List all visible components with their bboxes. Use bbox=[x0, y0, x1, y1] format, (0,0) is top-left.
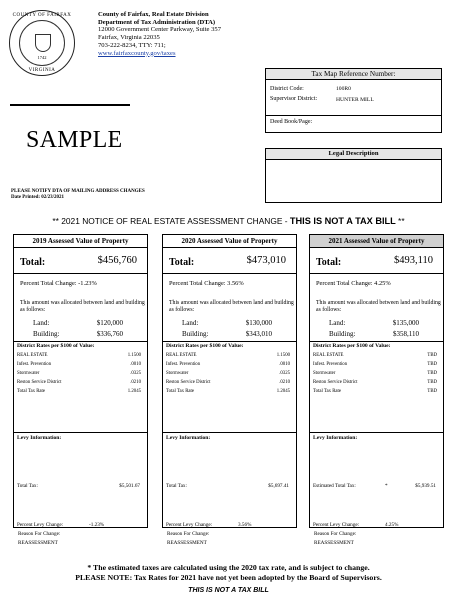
total-tax-value: $5,501.67 bbox=[119, 483, 140, 489]
notice-suffix: ** bbox=[395, 216, 405, 226]
total-divider bbox=[163, 273, 296, 274]
land-value: $135,000 bbox=[392, 319, 419, 327]
total-value: $473,010 bbox=[246, 255, 286, 266]
levy-header: Levy Information: bbox=[17, 435, 62, 441]
shield-icon bbox=[35, 34, 51, 52]
building-value: $336,760 bbox=[96, 330, 123, 338]
percent-total-change: Percent Total Change: 3.56% bbox=[169, 280, 244, 287]
rate-value: TBD bbox=[427, 371, 437, 376]
percent-total-change: Percent Total Change: -1.23% bbox=[20, 280, 97, 287]
rate-value: .0325 bbox=[130, 371, 141, 376]
reason-for-change-3 bbox=[314, 530, 356, 547]
website-link[interactable]: www.fairfaxcounty.gov/taxes bbox=[98, 49, 176, 57]
rates-header: District Rates per $100 of Value: bbox=[166, 343, 244, 349]
percent-total-change: Percent Total Change: 4.25% bbox=[316, 280, 391, 287]
building-label: Building: bbox=[182, 330, 209, 338]
tax-map-title: Tax Map Reference Number: bbox=[266, 69, 441, 80]
total-value: $493,110 bbox=[394, 255, 433, 266]
seal-year: 1742 bbox=[37, 55, 47, 60]
total-tax-label: Estimated Total Tax: bbox=[313, 483, 356, 489]
total-label: Total: bbox=[316, 257, 342, 268]
rate-value: .0210 bbox=[130, 380, 141, 385]
agency-address-block bbox=[98, 11, 221, 57]
deed-book-label: Deed Book/Page: bbox=[270, 119, 313, 125]
rate-name: REAL ESTATE bbox=[166, 353, 197, 358]
land-label: Land: bbox=[33, 319, 50, 327]
reason-value: REASSESSMENT bbox=[18, 539, 58, 546]
legal-description-title: Legal Description bbox=[266, 149, 441, 160]
rate-value: .0210 bbox=[279, 380, 290, 385]
land-label: Land: bbox=[329, 319, 346, 327]
notice-prefix: ** 2021 NOTICE OF REAL ESTATE ASSESSMENT CHANGE - bbox=[52, 216, 290, 226]
not-a-tax-bill-emphasis: THIS IS NOT A TAX BILL bbox=[289, 216, 396, 226]
address-underline bbox=[10, 104, 130, 106]
notify-address-changes: PLEASE NOTIFY DTA OF MAILING ADDRESS CHANGES bbox=[11, 189, 145, 194]
rate-value: 1.1500 bbox=[276, 353, 290, 358]
rate-name: Reston Service District bbox=[313, 380, 358, 385]
total-tax-label: Total Tax: bbox=[17, 483, 38, 489]
allocation-note: This amount was allocated between land and building as follows: bbox=[20, 300, 145, 313]
rate-name: Reston Service District bbox=[166, 380, 211, 385]
total-divider bbox=[310, 273, 443, 274]
levy-change-value: 4.25% bbox=[385, 522, 399, 528]
agency-name: County of Fairfax, Real Estate Division bbox=[98, 11, 209, 18]
rates-not-adopted-note: PLEASE NOTE: Tax Rates for 2021 have not yet been adopted by the Board of Supervisors. bbox=[75, 573, 382, 582]
rate-name: Infest. Prevention bbox=[17, 362, 52, 367]
rate-name: Total Tax Rate bbox=[17, 389, 46, 394]
reason-value: REASSESSMENT bbox=[167, 539, 207, 546]
district-code-value: 100R0 bbox=[336, 86, 351, 92]
assessment-column-1 bbox=[13, 234, 148, 528]
rate-value: .0325 bbox=[279, 371, 290, 376]
notify-block bbox=[11, 189, 145, 201]
supervisor-district-label: Supervisor District: bbox=[270, 96, 318, 102]
phone-number: 703-222-8234, TTY: 711; bbox=[98, 41, 166, 49]
rate-name: Stormwater bbox=[166, 371, 189, 376]
rate-value: 1.1500 bbox=[127, 353, 141, 358]
rate-value: .0010 bbox=[130, 362, 141, 367]
county-seal-logo bbox=[9, 10, 75, 76]
levy-change-label: Percent Levy Change: bbox=[17, 522, 64, 528]
not-tax-bill-footer: THIS IS NOT A TAX BILL bbox=[188, 587, 269, 594]
levy-header: Levy Information: bbox=[313, 435, 358, 441]
column-header: 2020 Assessed Value of Property bbox=[163, 235, 296, 248]
sample-watermark: SAMPLE bbox=[26, 127, 123, 153]
assessment-column-3 bbox=[309, 234, 444, 528]
rate-name: Infest. Prevention bbox=[166, 362, 201, 367]
rates-header: District Rates per $100 of Value: bbox=[313, 343, 391, 349]
column-header: 2021 Assessed Value of Property bbox=[310, 235, 443, 248]
seal-top-text: COUNTY OF FAIRFAX bbox=[12, 13, 72, 18]
total-divider bbox=[14, 273, 147, 274]
rates-header: District Rates per $100 of Value: bbox=[17, 343, 95, 349]
building-label: Building: bbox=[33, 330, 60, 338]
levy-change-value: -1.23% bbox=[89, 522, 105, 528]
rate-value: TBD bbox=[427, 389, 437, 394]
estimate-footnote: * The estimated taxes are calculated using the 2020 tax rate, and is subject to change. bbox=[87, 563, 370, 572]
rate-value: .0010 bbox=[279, 362, 290, 367]
reason-value: REASSESSMENT bbox=[314, 539, 354, 546]
allocation-note: This amount was allocated between land and building as follows: bbox=[316, 300, 441, 313]
reason-label: Reason For Change: bbox=[314, 531, 357, 537]
reason-for-change-2 bbox=[167, 530, 209, 547]
total-tax-value: $5,697.41 bbox=[268, 483, 289, 489]
legal-description-box bbox=[265, 148, 442, 203]
total-tax-label: Total Tax: bbox=[166, 483, 187, 489]
total-label: Total: bbox=[169, 257, 195, 268]
allocation-note: This amount was allocated between land and building as follows: bbox=[169, 300, 294, 313]
total-tax-value: $5,939.51 bbox=[415, 483, 436, 489]
rates-divider bbox=[14, 341, 147, 342]
building-value: $358,110 bbox=[393, 330, 419, 338]
total-label: Total: bbox=[20, 257, 46, 268]
levy-divider bbox=[14, 432, 147, 433]
levy-header: Levy Information: bbox=[166, 435, 211, 441]
rate-name: REAL ESTATE bbox=[313, 353, 344, 358]
rates-divider bbox=[310, 341, 443, 342]
reason-label: Reason For Change: bbox=[167, 531, 210, 537]
rate-name: Infest. Prevention bbox=[313, 362, 348, 367]
department-name: Department of Tax Administration (DTA) bbox=[98, 18, 216, 26]
rate-value: TBD bbox=[427, 353, 437, 358]
rate-name: Reston Service District bbox=[17, 380, 62, 385]
district-code-label: District Code: bbox=[270, 86, 304, 92]
notice-title bbox=[0, 216, 457, 226]
levy-change-label: Percent Levy Change: bbox=[313, 522, 360, 528]
land-value: $120,000 bbox=[96, 319, 123, 327]
rate-name: Stormwater bbox=[313, 371, 336, 376]
reason-for-change-1 bbox=[18, 530, 60, 547]
rate-value: 1.2045 bbox=[276, 389, 290, 394]
tax-map-divider bbox=[266, 115, 441, 116]
estimate-asterisk: * bbox=[385, 483, 388, 489]
rate-name: Total Tax Rate bbox=[313, 389, 342, 394]
building-label: Building: bbox=[329, 330, 356, 338]
rates-divider bbox=[163, 341, 296, 342]
levy-divider bbox=[163, 432, 296, 433]
rate-value: 1.2045 bbox=[127, 389, 141, 394]
seal-bottom-text: VIRGINIA bbox=[28, 68, 56, 73]
total-value: $456,760 bbox=[97, 255, 137, 266]
city-state-zip: Fairfax, Virginia 22035 bbox=[98, 34, 160, 42]
levy-change-label: Percent Levy Change: bbox=[166, 522, 213, 528]
rate-name: Stormwater bbox=[17, 371, 40, 376]
date-printed: Date Printed: 02/23/2021 bbox=[11, 194, 65, 200]
reason-label: Reason For Change: bbox=[18, 531, 61, 537]
column-header: 2019 Assessed Value of Property bbox=[14, 235, 147, 248]
assessment-column-2 bbox=[162, 234, 297, 528]
rate-value: TBD bbox=[427, 362, 437, 367]
levy-change-value: 3.56% bbox=[238, 522, 252, 528]
tax-map-box bbox=[265, 68, 442, 133]
rate-value: TBD bbox=[427, 380, 437, 385]
land-label: Land: bbox=[182, 319, 199, 327]
supervisor-district-value: HUNTER MILL bbox=[336, 97, 374, 103]
levy-divider bbox=[310, 432, 443, 433]
building-value: $343,010 bbox=[245, 330, 272, 338]
rate-name: Total Tax Rate bbox=[166, 389, 195, 394]
street-address: 12000 Government Center Parkway, Suite 357 bbox=[98, 26, 221, 34]
rate-name: REAL ESTATE bbox=[17, 353, 48, 358]
land-value: $130,000 bbox=[245, 319, 272, 327]
